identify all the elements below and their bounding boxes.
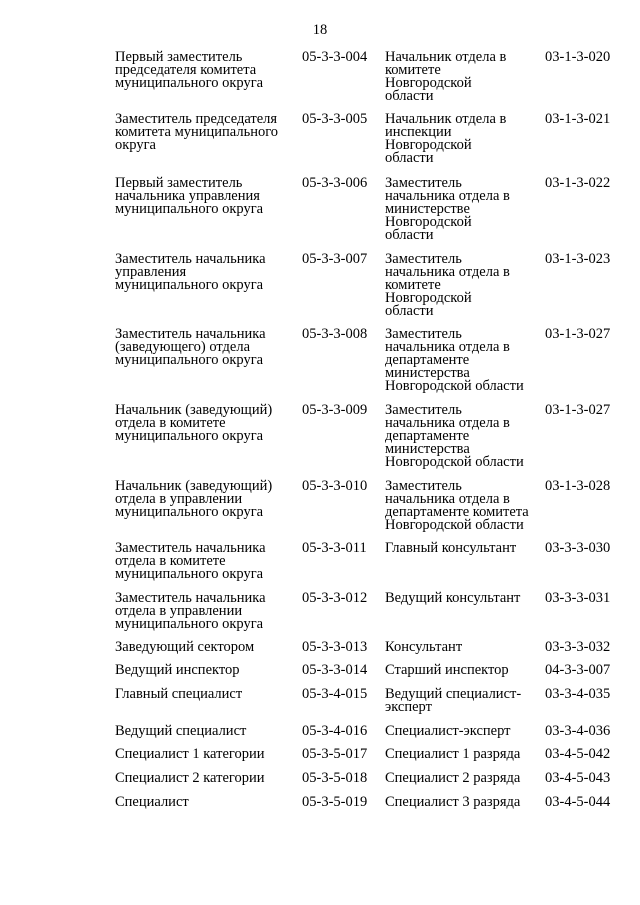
- equivalent-code: 03-1-3-027: [545, 326, 611, 342]
- equivalent-code: 03-1-3-021: [545, 111, 611, 127]
- page-number: 18: [312, 22, 328, 38]
- equivalent-code: 03-4-5-042: [545, 746, 611, 762]
- position-name: Специалист 1 категории: [115, 746, 265, 762]
- position-name: Начальник (заведующий) отдела в комитете муниципального округа: [115, 402, 273, 444]
- position-code: 05-3-5-018: [302, 770, 368, 786]
- position-code: 05-3-3-014: [302, 662, 368, 678]
- equivalent-position: Главный консультант: [385, 540, 517, 556]
- equivalent-position: Специалист 3 разряда: [385, 794, 521, 810]
- equivalent-position: Заместитель начальника отдела в департаменте министерства Новгородской области: [385, 402, 524, 470]
- position-name: Специалист 2 категории: [115, 770, 265, 786]
- position-name: Главный специалист: [115, 686, 243, 702]
- equivalent-code: 03-3-3-030: [545, 540, 611, 556]
- equivalent-position: Начальник отдела в инспекции Новгородской области: [385, 111, 507, 166]
- position-code: 05-3-4-015: [302, 686, 368, 702]
- equivalent-position: Начальник отдела в комитете Новгородской области: [385, 49, 507, 104]
- equivalent-position: Ведущий консультант: [385, 590, 521, 606]
- equivalent-position: Ведущий специалист- эксперт: [385, 686, 522, 715]
- position-name: Заведующий сектором: [115, 639, 255, 655]
- equivalent-code: 03-1-3-020: [545, 49, 611, 65]
- position-name: Заместитель начальника управления муниципального округа: [115, 251, 266, 293]
- equivalent-code: 03-1-3-028: [545, 478, 611, 494]
- position-name: Начальник (заведующий) отдела в управлении муниципального округа: [115, 478, 273, 520]
- equivalent-code: 03-1-3-027: [545, 402, 611, 418]
- position-name: Ведущий инспектор: [115, 662, 240, 678]
- equivalent-position: Специалист 1 разряда: [385, 746, 521, 762]
- position-code: 05-3-3-004: [302, 49, 368, 65]
- equivalent-code: 03-3-3-031: [545, 590, 611, 606]
- position-code: 05-3-3-007: [302, 251, 368, 267]
- position-name: Заместитель председателя комитета муниципального округа: [115, 111, 279, 153]
- position-name: Первый заместитель начальника управления муниципального округа: [115, 175, 264, 217]
- position-code: 05-3-5-019: [302, 794, 368, 810]
- position-code: 05-3-3-006: [302, 175, 368, 191]
- position-code: 05-3-3-012: [302, 590, 368, 606]
- position-code: 05-3-4-016: [302, 723, 368, 739]
- equivalent-position: Старший инспектор: [385, 662, 509, 678]
- position-code: 05-3-3-009: [302, 402, 368, 418]
- equivalent-code: 03-4-5-044: [545, 794, 611, 810]
- position-name: Ведущий специалист: [115, 723, 247, 739]
- position-code: 05-3-3-005: [302, 111, 368, 127]
- equivalent-code: 03-4-5-043: [545, 770, 611, 786]
- equivalent-code: 03-1-3-023: [545, 251, 611, 267]
- equivalent-code: 03-3-3-032: [545, 639, 611, 655]
- equivalent-position: Заместитель начальника отдела в департаменте министерства Новгородской области: [385, 326, 524, 394]
- position-name: Заместитель начальника отдела в комитете муниципального округа: [115, 540, 266, 582]
- position-code: 05-3-3-008: [302, 326, 368, 342]
- equivalent-code: 04-3-3-007: [545, 662, 611, 678]
- equivalent-position: Заместитель начальника отдела в департаменте комитета Новгородской области: [385, 478, 529, 533]
- equivalent-position: Заместитель начальника отдела в министерстве Новгородской области: [385, 175, 510, 243]
- equivalent-position: Специалист-эксперт: [385, 723, 511, 739]
- position-name: Заместитель начальника (заведующего) отдела муниципального округа: [115, 326, 266, 368]
- position-code: 05-3-3-011: [302, 540, 367, 556]
- position-code: 05-3-3-010: [302, 478, 368, 494]
- equivalent-position: Консультант: [385, 639, 463, 655]
- position-name: Первый заместитель председателя комитета муниципального округа: [115, 49, 264, 91]
- equivalent-code: 03-1-3-022: [545, 175, 611, 191]
- equivalent-position: Заместитель начальника отдела в комитете Новгородской области: [385, 251, 510, 319]
- position-name: Заместитель начальника отдела в управлении муниципального округа: [115, 590, 266, 632]
- position-name: Специалист: [115, 794, 189, 810]
- position-code: 05-3-3-013: [302, 639, 368, 655]
- position-code: 05-3-5-017: [302, 746, 368, 762]
- equivalent-code: 03-3-4-035: [545, 686, 611, 702]
- equivalent-position: Специалист 2 разряда: [385, 770, 521, 786]
- equivalent-code: 03-3-4-036: [545, 723, 611, 739]
